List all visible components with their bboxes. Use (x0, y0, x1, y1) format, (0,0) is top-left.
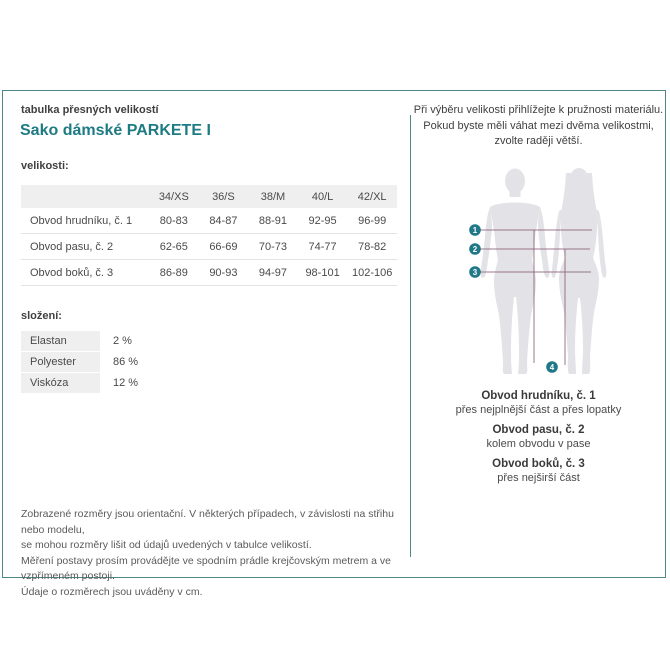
composition-list (21, 331, 138, 394)
material-percent: 86 % (113, 356, 139, 368)
size-value: 86-89 (159, 266, 188, 279)
sizes-table (21, 185, 397, 286)
material-name: Viskóza (21, 373, 100, 393)
list-item (21, 373, 138, 393)
note-line: se mohou rozměry lišit od údajů uvedených v tabulce velikostí. (21, 539, 312, 551)
row-label: Obvod boků, č. 3 (30, 266, 114, 279)
size-value: 88-91 (258, 214, 288, 227)
table-row (21, 260, 397, 286)
svg-text:1: 1 (472, 225, 478, 235)
note-line: Zobrazené rozměry jsou orientační. V některých případech, v závislosti na střihu nebo modelu, (21, 508, 394, 536)
size-value: 70-73 (258, 240, 288, 253)
body-measurement-diagram (430, 161, 660, 389)
list-item (21, 352, 138, 372)
size-column-header: 38/M (260, 190, 286, 203)
advice-line: zvolte raději větší. (494, 135, 583, 147)
legend-desc: přes nejplnější část a přes lopatky (455, 404, 622, 416)
sizes-heading: velikosti: (21, 160, 69, 172)
size-value: 102-106 (351, 266, 393, 279)
note-line: Měření postavy prosím provádějte ve spodním prádle krejčovským metrem a ve vzpřímeném postoji. (21, 554, 391, 582)
size-value: 90-93 (209, 266, 238, 279)
size-column-header: 36/S (212, 190, 235, 203)
size-value: 84-87 (209, 214, 238, 227)
material-percent: 12 % (113, 377, 139, 389)
size-advice-text (411, 103, 666, 150)
legend-desc: kolem obvodu v pase (486, 438, 591, 450)
size-value: 74-77 (308, 240, 337, 253)
svg-text:3: 3 (472, 267, 478, 277)
material-name: Elastan (21, 331, 100, 351)
svg-text:4: 4 (549, 362, 555, 372)
size-value: 80-83 (159, 214, 188, 227)
marker-1 (469, 224, 481, 236)
size-value: 98-101 (305, 266, 340, 279)
size-value: 92-95 (308, 214, 337, 227)
size-value: 96-99 (358, 214, 387, 227)
size-column-header: 42/XL (357, 190, 387, 203)
measurement-notes (21, 507, 405, 600)
material-name: Polyester (21, 352, 100, 372)
legend-desc: přes nejširší část (497, 472, 580, 484)
size-value: 94-97 (258, 266, 288, 279)
note-line: Údaje o rozměrech jsou uváděny v cm. (21, 585, 203, 598)
svg-text:2: 2 (472, 244, 478, 254)
size-value: 62-65 (159, 240, 188, 253)
marker-3 (469, 266, 481, 278)
advice-line: Při výběru velikosti přihlížejte k pružnosti materiálu. (413, 104, 664, 116)
marker-2 (469, 243, 481, 255)
male-silhouette (481, 169, 550, 375)
table-row (21, 208, 397, 234)
chart-eyebrow: tabulka přesných velikostí (21, 104, 159, 116)
table-row (21, 234, 397, 260)
composition-heading: složení: (21, 310, 62, 322)
size-value: 78-82 (358, 240, 387, 253)
product-title: Sako dámské PARKETE I (20, 122, 211, 139)
legend-title: Obvod boků, č. 3 (492, 458, 585, 470)
size-column-header: 34/XS (158, 190, 189, 203)
legend-title: Obvod pasu, č. 2 (492, 424, 585, 436)
row-label: Obvod hrudníku, č. 1 (30, 214, 133, 227)
female-silhouette (549, 168, 607, 374)
size-column-header: 40/L (311, 190, 334, 203)
measurement-legend (411, 390, 666, 492)
legend-title: Obvod hrudníku, č. 1 (481, 390, 596, 402)
sizes-table-header-row (21, 185, 397, 208)
size-value: 66-69 (209, 240, 238, 253)
advice-line: Pokud byste měli váhat mezi dvěma velikostmi, (423, 119, 654, 132)
list-item (21, 331, 138, 351)
marker-4 (546, 361, 558, 373)
material-percent: 2 % (113, 335, 132, 347)
row-label: Obvod pasu, č. 2 (30, 240, 114, 253)
